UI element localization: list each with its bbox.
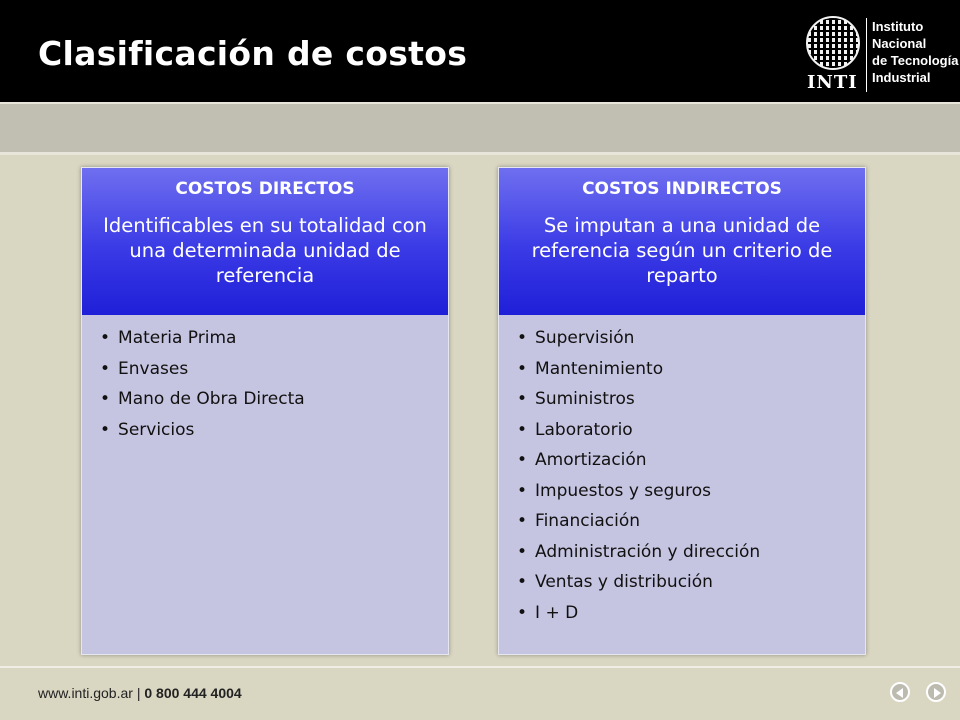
card-body: [82, 315, 448, 445]
logo-line: Instituto: [872, 19, 924, 34]
list-item: • Supervisión: [517, 323, 865, 354]
list-item: • Laboratorio: [517, 415, 865, 446]
logo-line: de Tecnología: [872, 53, 959, 68]
card-header: [499, 168, 865, 315]
list-item: • Materia Prima: [100, 323, 448, 354]
footer-contact: [38, 685, 242, 701]
footer-separator: |: [132, 685, 145, 701]
card-description: Se imputan a una unidad de referencia según un criterio de reparto: [531, 214, 833, 287]
previous-slide-icon[interactable]: [890, 682, 910, 702]
logo-line: Industrial: [872, 70, 931, 85]
logo-line: Nacional: [872, 36, 927, 51]
bullet-list: [82, 323, 448, 445]
list-item: • Suministros: [517, 384, 865, 415]
footer-website[interactable]: www.inti.gob.ar: [38, 685, 133, 701]
logo-text: [872, 18, 958, 86]
inti-logo: [806, 16, 959, 94]
divider-band: [0, 152, 960, 155]
card-body: [499, 315, 865, 628]
list-item: • Envases: [100, 354, 448, 385]
footer-phone: 0 800 444 4004: [144, 685, 242, 701]
inti-logo-emblem-icon: [806, 16, 860, 70]
card-costos-directos: [81, 167, 449, 655]
card-header: [82, 168, 448, 315]
logo-divider: [866, 18, 867, 92]
logo-wordmark: INTI: [807, 72, 858, 93]
next-slide-icon[interactable]: [926, 682, 946, 702]
header-bar: [0, 0, 960, 102]
bullet-list: [499, 323, 865, 628]
list-item: • I + D: [517, 598, 865, 629]
list-item: • Servicios: [100, 415, 448, 446]
list-item: • Ventas y distribución: [517, 567, 865, 598]
list-item: • Mantenimiento: [517, 354, 865, 385]
list-item: • Administración y dirección: [517, 537, 865, 568]
list-item: • Mano de Obra Directa: [100, 384, 448, 415]
slide-title: Clasificación de costos: [38, 34, 468, 73]
list-item: • Financiación: [517, 506, 865, 537]
card-description: Identificables en su totalidad con una determinada unidad de referencia: [103, 214, 427, 287]
list-item: • Impuestos y seguros: [517, 476, 865, 507]
subheader-band: [0, 104, 960, 152]
list-item: • Amortización: [517, 445, 865, 476]
card-costos-indirectos: [498, 167, 866, 655]
card-title: COSTOS DIRECTOS: [175, 179, 355, 199]
card-title: COSTOS INDIRECTOS: [582, 179, 782, 199]
